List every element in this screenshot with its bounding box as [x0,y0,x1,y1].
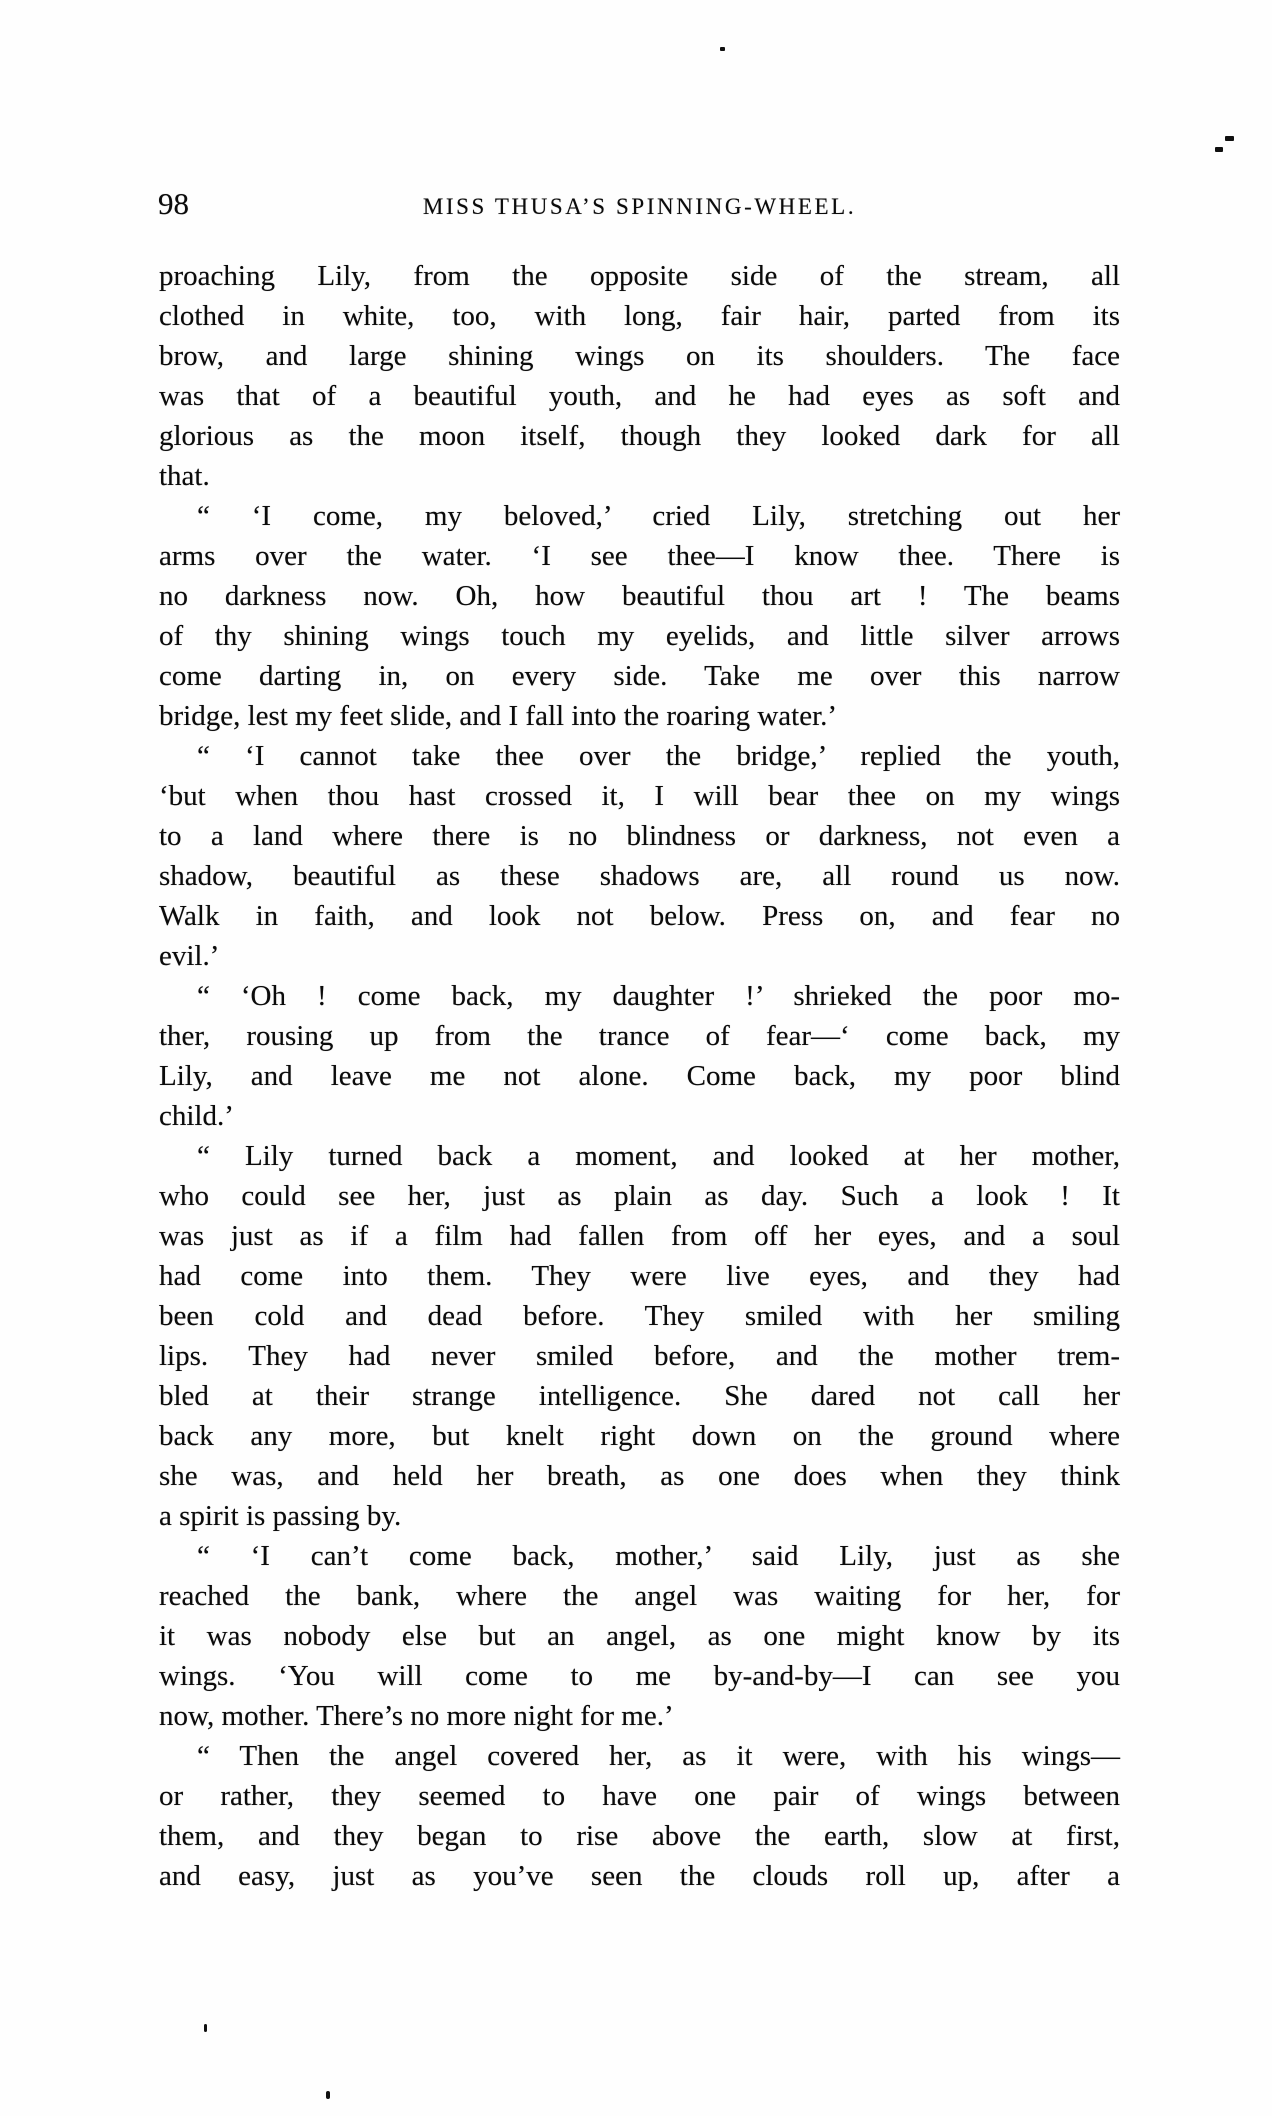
ink-speck [1215,147,1223,152]
text-line: “ ‘I cannot take thee over the bridge,’ replied the youth, [197,740,1120,772]
text-line: she was, and held her breath, as one does when they think [159,1460,1120,1492]
text-line: “ ‘I can’t come back, mother,’ said Lily, just as she [197,1540,1120,1572]
text-line: “ ‘I come, my beloved,’ cried Lily, stretching out her [197,500,1120,532]
text-line: Walk in faith, and look not below. Press on, and fear no [159,900,1120,932]
text-line: glorious as the moon itself, though they looked dark for all [159,420,1120,452]
text-line: back any more, but knelt right down on the ground where [159,1420,1120,1452]
text-line: reached the bank, where the angel was waiting for her, for [159,1580,1120,1612]
text-line: child.’ [159,1100,234,1132]
text-line: had come into them. They were live eyes, and they had [159,1260,1120,1292]
ink-speck [326,2091,330,2099]
text-line: “ ‘Oh ! come back, my daughter !’ shrieked the poor mo- [197,980,1120,1012]
ink-speck [720,47,725,51]
body-text [159,256,1120,1896]
ink-speck [1225,136,1234,141]
text-line: was that of a beautiful youth, and he had eyes as soft and [159,380,1120,412]
text-line: wings. ‘You will come to me by-and-by—I can see you [159,1660,1120,1692]
text-line: “ Then the angel covered her, as it were, with his wings— [197,1740,1120,1772]
text-line: bridge, lest my feet slide, and I fall into the roaring water.’ [159,700,838,732]
text-line: them, and they began to rise above the earth, slow at first, [159,1820,1120,1852]
text-line: ther, rousing up from the trance of fear—‘ come back, my [159,1020,1120,1052]
ink-speck [204,2024,207,2032]
text-line: arms over the water. ‘I see thee—I know thee. There is [159,540,1120,572]
text-line: to a land where there is no blindness or darkness, not even a [159,820,1120,852]
text-line: was just as if a film had fallen from off her eyes, and a soul [159,1220,1120,1252]
page-number: 98 [158,186,189,221]
text-line: evil.’ [159,940,220,972]
text-line: or rather, they seemed to have one pair of wings between [159,1780,1120,1812]
text-line: been cold and dead before. They smiled with her smiling [159,1300,1120,1332]
text-line: lips. They had never smiled before, and the mother trem- [159,1340,1120,1372]
text-line: and easy, just as you’ve seen the clouds roll up, after a [159,1860,1120,1892]
text-line: of thy shining wings touch my eyelids, and little silver arrows [159,620,1120,652]
text-line: ‘but when thou hast crossed it, I will bear thee on my wings [159,780,1120,812]
running-title: MISS THUSA’S SPINNING-WHEEL. [422,194,857,219]
text-line: it was nobody else but an angel, as one might know by its [159,1620,1120,1652]
text-line: proaching Lily, from the opposite side of the stream, all [159,260,1120,292]
text-line: who could see her, just as plain as day. Such a look ! It [159,1180,1120,1212]
text-line: “ Lily turned back a moment, and looked at her mother, [197,1140,1120,1172]
text-line: shadow, beautiful as these shadows are, all round us now. [159,860,1120,892]
text-line: now, mother. There’s no more night for me.’ [159,1700,674,1732]
text-line: a spirit is passing by. [159,1500,402,1532]
text-line: brow, and large shining wings on its shoulders. The face [159,340,1120,372]
text-line: bled at their strange intelligence. She dared not call her [159,1380,1120,1412]
text-line: no darkness now. Oh, how beautiful thou art ! The beams [159,580,1120,612]
text-line: Lily, and leave me not alone. Come back, my poor blind [159,1060,1120,1092]
text-line: that. [159,460,210,492]
text-line: clothed in white, too, with long, fair hair, parted from its [159,300,1120,332]
text-line: come darting in, on every side. Take me over this narrow [159,660,1120,692]
